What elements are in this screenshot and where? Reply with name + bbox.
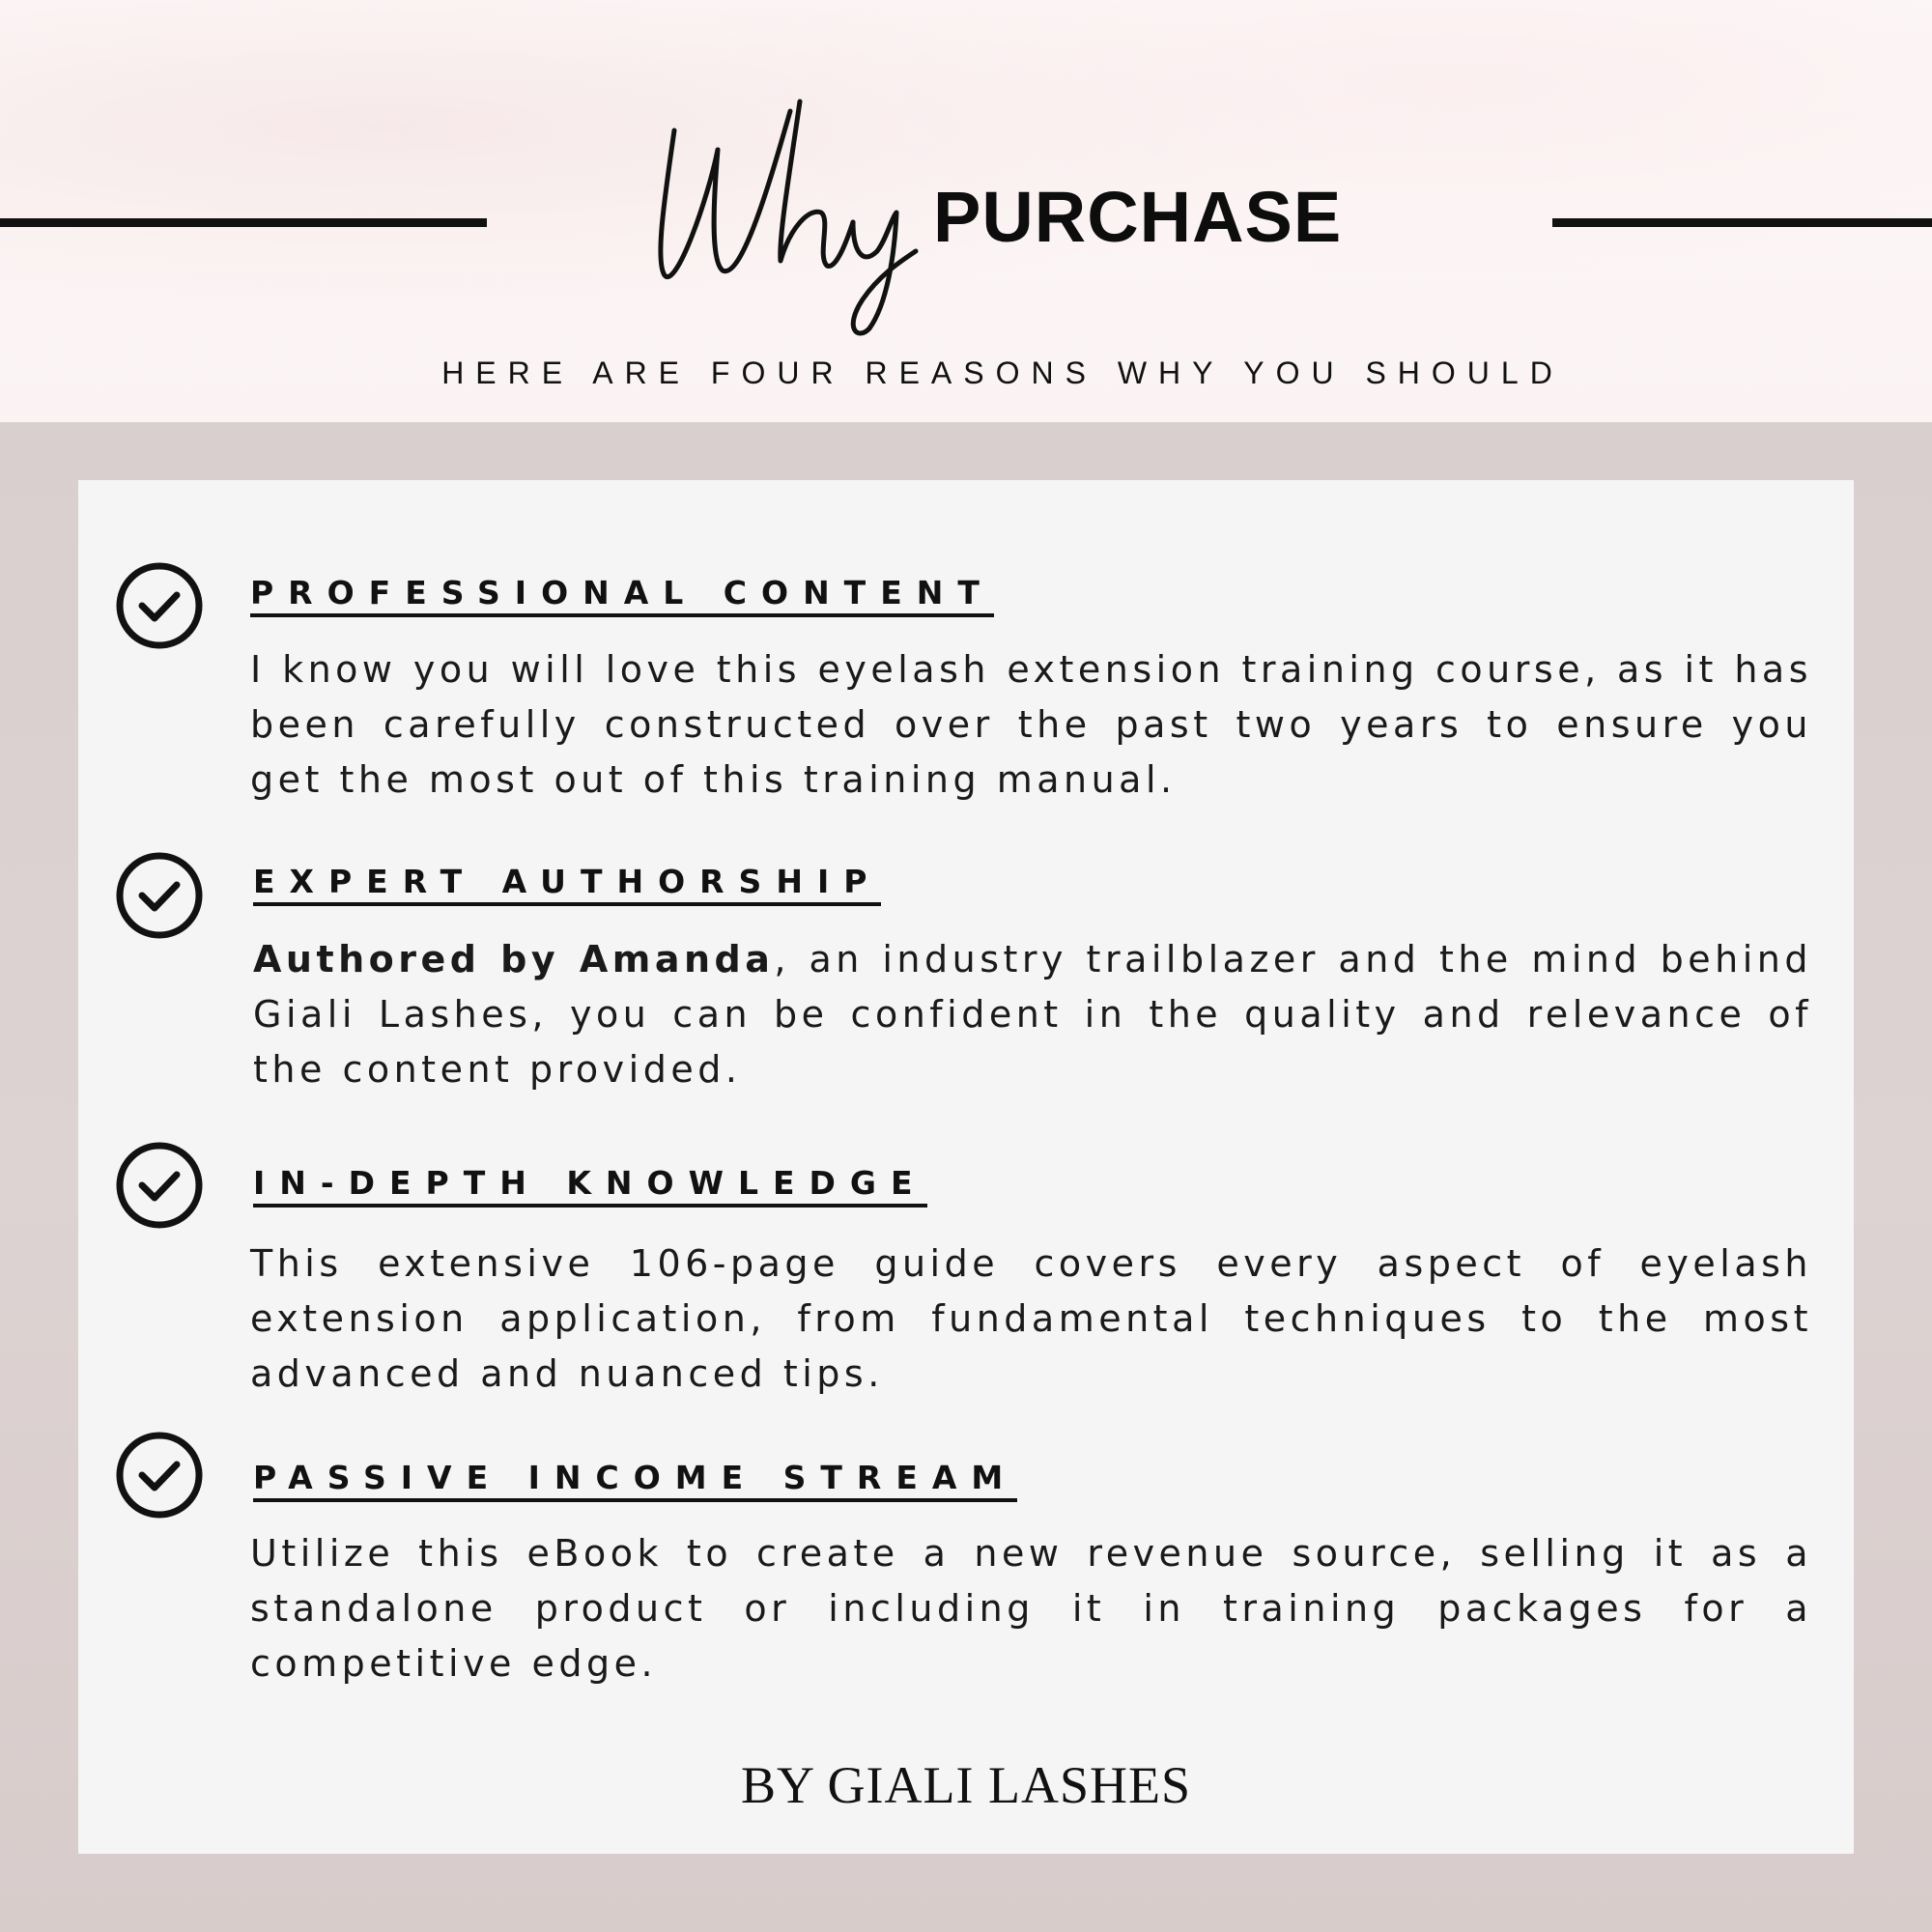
reason-body-rest: , an industry trailblazer and the mind behind Giali Lashes, you can be confident in the quality and relevance of the content provided.	[253, 938, 1812, 1091]
check-circle-icon	[115, 1141, 204, 1230]
reason-title: IN-DEPTH KNOWLEDGE	[253, 1167, 927, 1208]
header-rule-right	[1552, 218, 1932, 227]
reason-body	[253, 932, 1812, 1097]
check-circle-icon	[115, 1431, 204, 1520]
reason-title: EXPERT AUTHORSHIP	[253, 866, 881, 906]
why-script-text: Why	[655, 92, 657, 93]
check-circle-icon	[115, 851, 204, 940]
reason-body: I know you will love this eyelash extension training course, as it has been carefully constructed over the past two years to ensure you get the most out of this training manual.	[250, 648, 1812, 801]
header-banner	[0, 0, 1932, 422]
reason-title: PASSIVE INCOME STREAM	[253, 1462, 1017, 1502]
reasons-card	[78, 480, 1854, 1854]
header-rule-left	[0, 218, 487, 227]
author-name: Authored by Amanda	[253, 938, 775, 980]
reason-title: PROFESSIONAL CONTENT	[250, 577, 994, 617]
purchase-title: PURCHASE	[933, 177, 1343, 257]
reason-body: Utilize this eBook to create a new revenue source, selling it as a standalone product or including it in training packages for a competitive edge.	[250, 1532, 1812, 1685]
reason-body: This extensive 106-page guide covers every aspect of eyelash extension application, from fundamental techniques to the most advanced and nuanced tips.	[250, 1242, 1812, 1395]
byline: BY GIALI LASHES	[741, 1756, 1191, 1814]
check-circle-icon	[115, 561, 204, 650]
why-script-wordmark	[655, 92, 945, 343]
header-subtitle: HERE ARE FOUR REASONS WHY YOU SHOULD	[441, 355, 1564, 390]
